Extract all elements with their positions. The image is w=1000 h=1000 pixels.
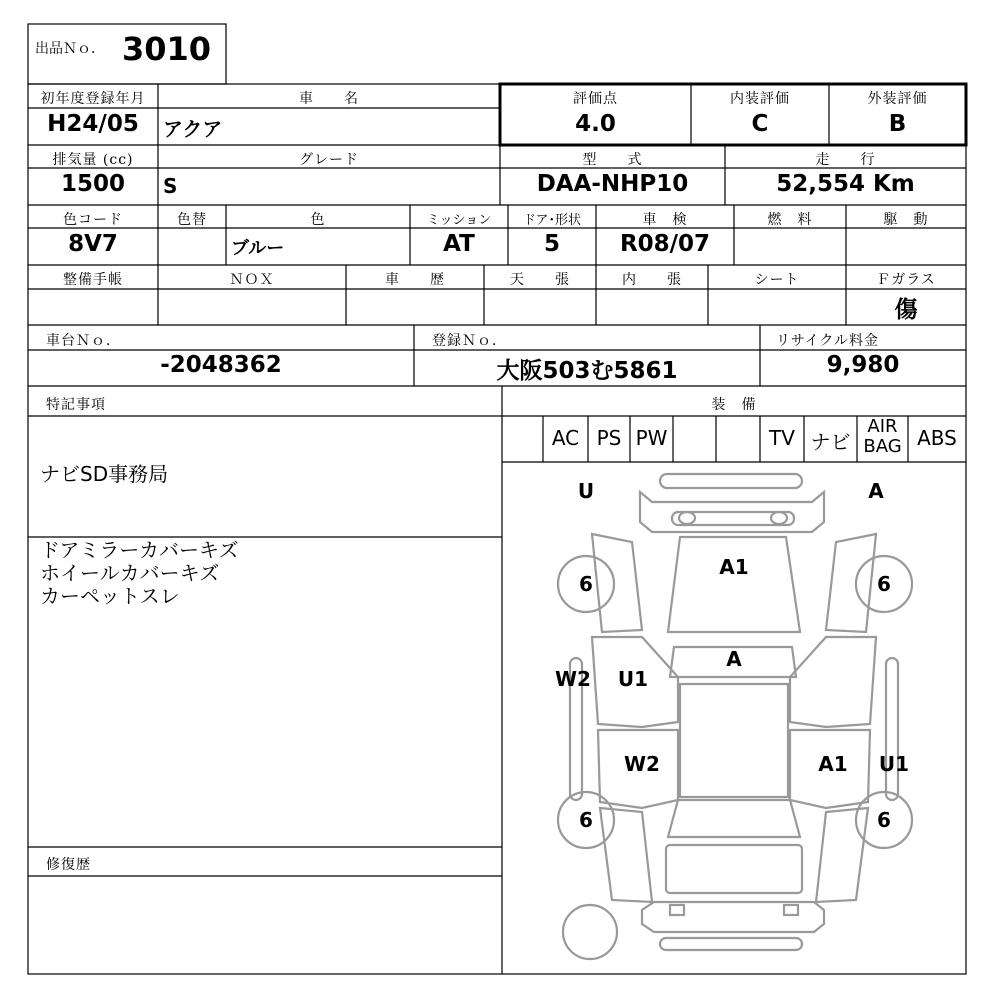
mission-value: AT <box>443 231 475 257</box>
maintenance-label: 整備手帳 <box>63 272 123 288</box>
car-name-value: アクア <box>163 117 223 141</box>
exterior-value: B <box>888 111 907 137</box>
grade-label: グレード <box>299 152 359 168</box>
mission-label: ミッション <box>426 213 492 228</box>
mark-front-left: U <box>577 479 595 503</box>
equipment-pw: PW <box>635 426 668 450</box>
mark-left-rear-door: W2 <box>624 752 660 776</box>
front-glass-label: Ｆガラス <box>876 272 936 288</box>
inner-lining-label: 内 張 <box>622 272 682 288</box>
score-label: 評価点 <box>573 91 618 107</box>
first-reg-label: 初年度登録年月 <box>40 91 146 107</box>
notes-line-1: ナビSD事務局 <box>40 462 169 486</box>
chassis-value: -2048362 <box>160 352 282 378</box>
color-value: ブルー <box>231 238 285 259</box>
car-damage-diagram <box>502 462 966 974</box>
roof-lining-label: 天 張 <box>510 272 570 288</box>
interior-value: C <box>751 111 769 137</box>
mark-left-front-door: W2 <box>555 667 591 691</box>
equipment-abs: ABS <box>917 426 957 450</box>
mark-right-rear-door: A1 <box>818 752 848 776</box>
registration-value: 大阪503む5861 <box>496 358 678 384</box>
mileage-label: 走 行 <box>815 152 876 168</box>
mark-roof: A <box>726 647 742 671</box>
equipment-label: 装 備 <box>711 397 757 413</box>
notes-label: 特記事項 <box>46 397 106 413</box>
registration-label: 登録Ｎｏ． <box>432 333 507 349</box>
exterior-label: 外装評価 <box>867 91 928 107</box>
car-name-label: 車 名 <box>299 91 359 107</box>
mark-hood: A1 <box>719 555 749 579</box>
mark-tire-front-right: 6 <box>877 572 891 596</box>
mark-tire-rear-right: 6 <box>877 808 891 832</box>
equipment-tv: TV <box>769 426 795 450</box>
seat-label: シート <box>754 272 800 288</box>
notes-line-4: カーペットスレ <box>40 584 180 608</box>
mileage-value: 52,554 Km <box>776 171 915 197</box>
chassis-label: 車台Ｎｏ． <box>46 333 121 349</box>
door-value: 5 <box>543 231 560 257</box>
door-label: ドア･形状 <box>522 213 582 228</box>
recycle-value: 9,980 <box>826 352 900 378</box>
equipment-ac: AC <box>551 426 580 450</box>
first-reg-value: H24/05 <box>47 111 139 137</box>
history-label: 車 歴 <box>385 272 445 288</box>
equipment-airbag: AIR BAG <box>863 416 902 457</box>
mark-front-right: A <box>868 479 884 503</box>
color-label: 色 <box>310 212 326 228</box>
interior-label: 内装評価 <box>730 91 790 107</box>
displacement-value: 1500 <box>60 171 125 197</box>
color-code-value: 8V7 <box>68 231 118 257</box>
grade-value: S <box>163 174 178 198</box>
fuel-label: 燃 料 <box>767 212 813 228</box>
notes-line-3: ホイールカバーキズ <box>40 561 220 585</box>
lot-number: 3010 <box>122 30 212 68</box>
mark-tire-front-left: 6 <box>579 572 593 596</box>
repair-history-label: 修復歴 <box>46 857 91 873</box>
inspection-label: 車 検 <box>642 212 688 228</box>
lot-label: 出品Ｎｏ． <box>35 41 105 57</box>
color-change-label: 色替 <box>177 212 207 228</box>
recycle-label: リサイクル料金 <box>776 333 880 349</box>
inspection-value: R08/07 <box>619 231 711 257</box>
color-code-label: 色コード <box>63 212 123 228</box>
mark-tire-rear-left: 6 <box>579 808 593 832</box>
mark-right-rear: U1 <box>878 752 910 776</box>
nox-label: ＮＯＸ <box>229 272 275 288</box>
front-glass-value: 傷 <box>894 297 918 323</box>
notes-line-2: ドアミラーカバーキズ <box>40 538 239 562</box>
mark-left-front-pillar: U1 <box>617 667 649 691</box>
model-label: 型 式 <box>582 152 643 168</box>
equipment-ps: PS <box>596 426 622 450</box>
score-value: 4.0 <box>575 111 616 137</box>
model-value: DAA-NHP10 <box>536 171 689 197</box>
displacement-label: 排気量 (cc) <box>52 152 134 168</box>
equipment-navi: ナビ <box>810 430 851 454</box>
drive-label: 駆 動 <box>883 212 929 228</box>
